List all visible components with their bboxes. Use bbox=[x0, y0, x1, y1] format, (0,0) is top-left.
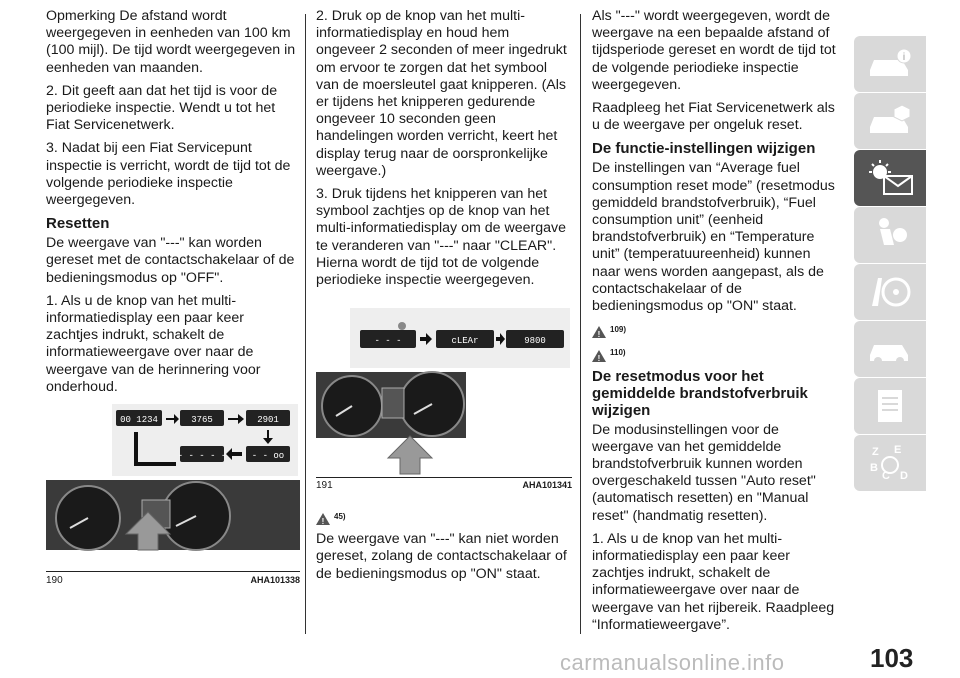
paragraph: 2. Dit geeft aan dat het tijd is voor de periodieke inspectie. Wendt u tot het Fiat Servicenetwerk. bbox=[46, 82, 278, 134]
column-divider bbox=[305, 14, 306, 634]
tab-index[interactable] bbox=[854, 435, 926, 491]
tab-car-info[interactable] bbox=[854, 36, 926, 92]
warning-ref: ! 109) bbox=[592, 321, 842, 338]
warning-ref: ! 110) bbox=[592, 344, 842, 361]
svg-text:!: ! bbox=[321, 517, 325, 526]
page-number: 103 bbox=[870, 643, 914, 673]
column-1 bbox=[46, 8, 298, 402]
svg-text:i: i bbox=[902, 52, 906, 63]
figure-code: AHA101341 bbox=[522, 480, 572, 490]
emergency-steering-icon bbox=[866, 272, 914, 312]
tab-specifications[interactable] bbox=[854, 378, 926, 434]
paragraph: De weergave van "---" kan worden gereset met de contactschakelaar of de bedieningsmodus op "OFF". bbox=[46, 235, 295, 286]
display-value: 00 1234 bbox=[120, 415, 158, 425]
paragraph: 1. Als u de knop van het multi-informatiedisplay een paar keer zachtjes indrukt, schakelt de informatieweergave over naar de weergave van de herinnering voor onderhoud. bbox=[46, 292, 261, 395]
maintenance-display-illustration bbox=[46, 400, 300, 570]
figure-191 bbox=[316, 302, 572, 478]
paragraph: 3. Nadat bij een Fiat Servicepunt inspectie is verricht, wordt de tijd tot de volgende periodieke inspectie weergegeven. bbox=[46, 140, 291, 209]
warning-ref: ! 45) bbox=[316, 508, 572, 525]
paragraph: 2. Druk op de knop van het multi-informatiedisplay en houd hem ongeveer 2 seconden of meer ingedrukt om ervoor te zorgen dat het symbool van de moersleutel gaat knipperen. (Als er tijdens het knipperen gedurende ongeveer 10 seconden geen handelingen worden verricht, keert het display terug naar de oorspronkelijke weergave.) bbox=[316, 8, 567, 179]
svg-text:B: B bbox=[870, 462, 878, 474]
chapter-tabs bbox=[854, 36, 926, 492]
section-heading-functie: De functie-instellingen wijzigen bbox=[592, 140, 816, 158]
svg-text:D: D bbox=[900, 470, 908, 482]
column-3 bbox=[592, 8, 842, 640]
paragraph: Opmerking De afstand wordt weergegeven in eenheden van 100 km (100 mijl). De tijd wordt weergegeven in eenheden van maanden. bbox=[46, 8, 296, 76]
display-value: - - - bbox=[374, 336, 402, 346]
section-heading-resetmodus: De resetmodus voor het gemiddelde brandstofverbruik wijzigen bbox=[592, 367, 808, 419]
display-value: 9800 bbox=[524, 336, 546, 346]
figure-number: 190 bbox=[46, 575, 63, 586]
tab-airbag-seat[interactable] bbox=[854, 207, 926, 263]
paragraph: 1. Als u de knop van het multi-informatiedisplay een paar keer zachtjes indrukt, schakelt de informatieweergave over naar de weergave van het rijbereik. Raadpleeg “Informatieweergave”. bbox=[592, 530, 835, 633]
car-info-icon bbox=[866, 46, 914, 82]
column-divider bbox=[580, 14, 581, 634]
tab-emergency-steering[interactable] bbox=[854, 264, 926, 320]
svg-text:!: ! bbox=[597, 330, 601, 339]
warning-triangle-icon bbox=[592, 326, 606, 338]
paragraph: De modusinstellingen voor de weergave van het gemiddelde brandstofverbruik kunnen worden overgeschakeld tussen "Auto reset" (automatisch resetten) en "Manual reset" (handmatig resetten). bbox=[592, 421, 816, 524]
figure-191-caption bbox=[316, 480, 572, 491]
warning-lights-icon bbox=[864, 158, 916, 198]
column-2-lower bbox=[316, 506, 572, 589]
figure-190 bbox=[46, 400, 300, 572]
display-value: cLEAr bbox=[451, 336, 479, 346]
paragraph: 3. Druk tijdens het knipperen van het symbool zachtjes op de knop van het multi-informatiedisplay om de weergave te veranderen van "---" naar "CLEAR". Hierna wordt de tijd tot de volgende periodieke inspectie weergegeven. bbox=[316, 186, 566, 289]
specifications-icon bbox=[870, 386, 910, 426]
display-value: - - - - - bbox=[177, 451, 227, 461]
paragraph: De instellingen van “Average fuel consumption reset mode” (resetmodus gemiddeld brandstofverbruik), “Fuel consumption unit” (eenheid brandstofverbruik) en “Temperature unit” (temperatuureenheid) kunnen naar wens worden aangepast, als de contactschakelaar of de bedieningsmodus op "ON" staat. bbox=[592, 160, 835, 315]
car-safety-icon bbox=[866, 103, 914, 139]
figure-code: AHA101338 bbox=[250, 575, 300, 585]
display-value: 2901 bbox=[257, 415, 279, 425]
paragraph: De weergave van "---" kan niet worden gereset, zolang de contactschakelaar of de bedieningsmodus op "ON" staat. bbox=[316, 531, 567, 582]
column-2 bbox=[316, 8, 572, 295]
section-heading-resetten: Resetten bbox=[46, 215, 110, 233]
display-value: - - oo bbox=[251, 451, 285, 461]
figure-number: 191 bbox=[316, 480, 333, 491]
watermark: carmanualsonline.info bbox=[560, 650, 785, 675]
display-value: 3765 bbox=[191, 415, 213, 425]
paragraph: Als "---" wordt weergegeven, wordt de weergave na een bepaalde afstand of tijdsperiode gereset en wordt de tijd tot de volgende periodieke inspectie weergegeven. bbox=[592, 8, 836, 93]
warning-triangle-icon bbox=[316, 513, 330, 525]
tab-car-safety[interactable] bbox=[854, 93, 926, 149]
warning-triangle-icon bbox=[592, 350, 606, 362]
tab-car-maintenance[interactable] bbox=[854, 321, 926, 377]
clear-display-illustration bbox=[316, 302, 572, 476]
car-maintenance-icon bbox=[866, 331, 914, 367]
index-icon bbox=[866, 441, 914, 485]
svg-text:!: ! bbox=[597, 353, 601, 362]
tab-warning-lights[interactable] bbox=[854, 150, 926, 206]
svg-text:E: E bbox=[894, 444, 902, 456]
airbag-seat-icon bbox=[870, 215, 910, 255]
paragraph: Raadpleeg het Fiat Servicenetwerk als u de weergave per ongeluk reset. bbox=[592, 100, 835, 134]
svg-text:Z: Z bbox=[872, 446, 879, 458]
figure-190-caption bbox=[46, 575, 300, 586]
svg-text:C: C bbox=[882, 470, 890, 482]
